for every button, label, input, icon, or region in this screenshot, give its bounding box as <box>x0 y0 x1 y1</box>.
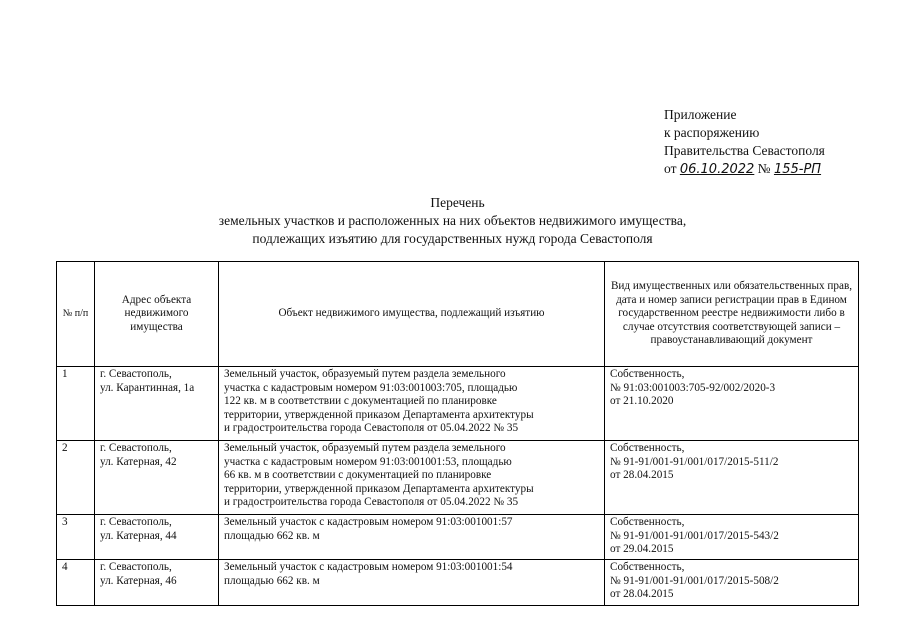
object-line: Земельный участок, образуемый путем раздела земельного <box>224 442 506 454</box>
title-line1: Перечень <box>430 195 485 210</box>
rights-line: Собственность, <box>610 368 685 380</box>
cell-address <box>95 441 219 515</box>
rights-line: от 28.04.2015 <box>610 469 674 482</box>
object-line: Земельный участок с кадастровым номером 91:03:001001:54 <box>224 561 513 573</box>
rights-line: от 21.10.2020 <box>610 395 674 408</box>
rights-line: Собственность, <box>610 442 685 454</box>
property-table <box>56 261 859 606</box>
address-line: г. Севастополь, <box>100 368 172 380</box>
object-line: 122 кв. м в соответствии с документацией по планировке <box>224 395 497 408</box>
cell-num: 1 <box>57 367 95 441</box>
cell-num: 2 <box>57 441 95 515</box>
rights-line: № 91:03:001003:705-92/002/2020-3 <box>610 381 776 394</box>
header-object: Объект недвижимого имущества, подлежащий изъятию <box>219 262 605 367</box>
address-line: ул. Катерная, 44 <box>100 529 177 542</box>
object-line: Земельный участок с кадастровым номером 91:03:001001:57 <box>224 516 513 528</box>
cell-num: 4 <box>57 560 95 606</box>
address-line: г. Севастополь, <box>100 561 172 573</box>
address-line: ул. Катерная, 42 <box>100 455 177 468</box>
cell-address <box>95 560 219 606</box>
rights-line: от 28.04.2015 <box>610 588 674 601</box>
cell-object <box>219 367 605 441</box>
appendix-date-line <box>664 160 825 179</box>
cell-object <box>219 560 605 606</box>
appendix-block <box>664 106 825 179</box>
rights-line: № 91-91/001-91/001/017/2015-508/2 <box>610 574 779 587</box>
title-line3: подлежащих изъятию для государственных нужд города Севастополя <box>252 231 653 246</box>
title-line2: земельных участков и расположенных на них объектов недвижимого имущества, <box>218 213 687 228</box>
object-line: и градостроительства города Севастополя от 05.04.2022 № 35 <box>224 422 519 435</box>
handwritten-number: 155-РП <box>773 162 822 177</box>
table-row <box>57 441 859 515</box>
object-line: территории, утвержденной приказом Департамента архитектуры <box>224 408 534 421</box>
cell-address <box>95 515 219 560</box>
cell-rights <box>605 367 859 441</box>
document-title <box>0 194 905 248</box>
object-line: 66 кв. м в соответствии с документацией по планировке <box>224 469 492 482</box>
header-address: Адрес объекта недвижимого имущества <box>95 262 219 367</box>
address-line: ул. Катерная, 46 <box>100 574 177 587</box>
appendix-line2: к распоряжению <box>664 125 760 140</box>
object-line: и градостроительства города Севастополя от 05.04.2022 № 35 <box>224 496 519 509</box>
rights-line: № 91-91/001-91/001/017/2015-511/2 <box>610 455 779 468</box>
appendix-line3: Правительства Севастополя <box>664 143 825 158</box>
address-line: г. Севастополь, <box>100 442 172 454</box>
cell-num: 3 <box>57 515 95 560</box>
cell-object <box>219 441 605 515</box>
cell-rights <box>605 515 859 560</box>
object-line: территории, утвержденной приказом Департамента архитектуры <box>224 482 534 495</box>
cell-rights <box>605 441 859 515</box>
address-line: г. Севастополь, <box>100 516 172 528</box>
object-line: площадью 662 кв. м <box>224 574 320 587</box>
cell-address <box>95 367 219 441</box>
rights-line: от 29.04.2015 <box>610 543 674 556</box>
object-line: участка с кадастровым номером 91:03:001001:53, площадью <box>224 455 512 468</box>
date-prefix: от <box>664 161 677 176</box>
address-line: ул. Карантинная, 1а <box>100 381 195 394</box>
table-row <box>57 515 859 560</box>
appendix-line1: Приложение <box>664 107 737 122</box>
header-num: № п/п <box>57 262 95 367</box>
cell-object <box>219 515 605 560</box>
rights-line: Собственность, <box>610 561 685 573</box>
table-row <box>57 367 859 441</box>
header-rights: Вид имущественных или обязательственных прав, дата и номер записи регистрации прав в Едином государственном реестре недвижимости либо в случае отсутствия соответствующей записи – правоустанавливающий документ <box>605 262 859 367</box>
cell-rights <box>605 560 859 606</box>
table-row <box>57 560 859 606</box>
handwritten-date: 06.10.2022 <box>679 162 755 177</box>
number-sign: № <box>757 161 771 176</box>
object-line: площадью 662 кв. м <box>224 529 320 542</box>
object-line: участка с кадастровым номером 91:03:001003:705, площадью <box>224 381 518 394</box>
rights-line: Собственность, <box>610 516 685 528</box>
rights-line: № 91-91/001-91/001/017/2015-543/2 <box>610 529 779 542</box>
table-header-row <box>57 262 859 367</box>
object-line: Земельный участок, образуемый путем раздела земельного <box>224 368 506 380</box>
